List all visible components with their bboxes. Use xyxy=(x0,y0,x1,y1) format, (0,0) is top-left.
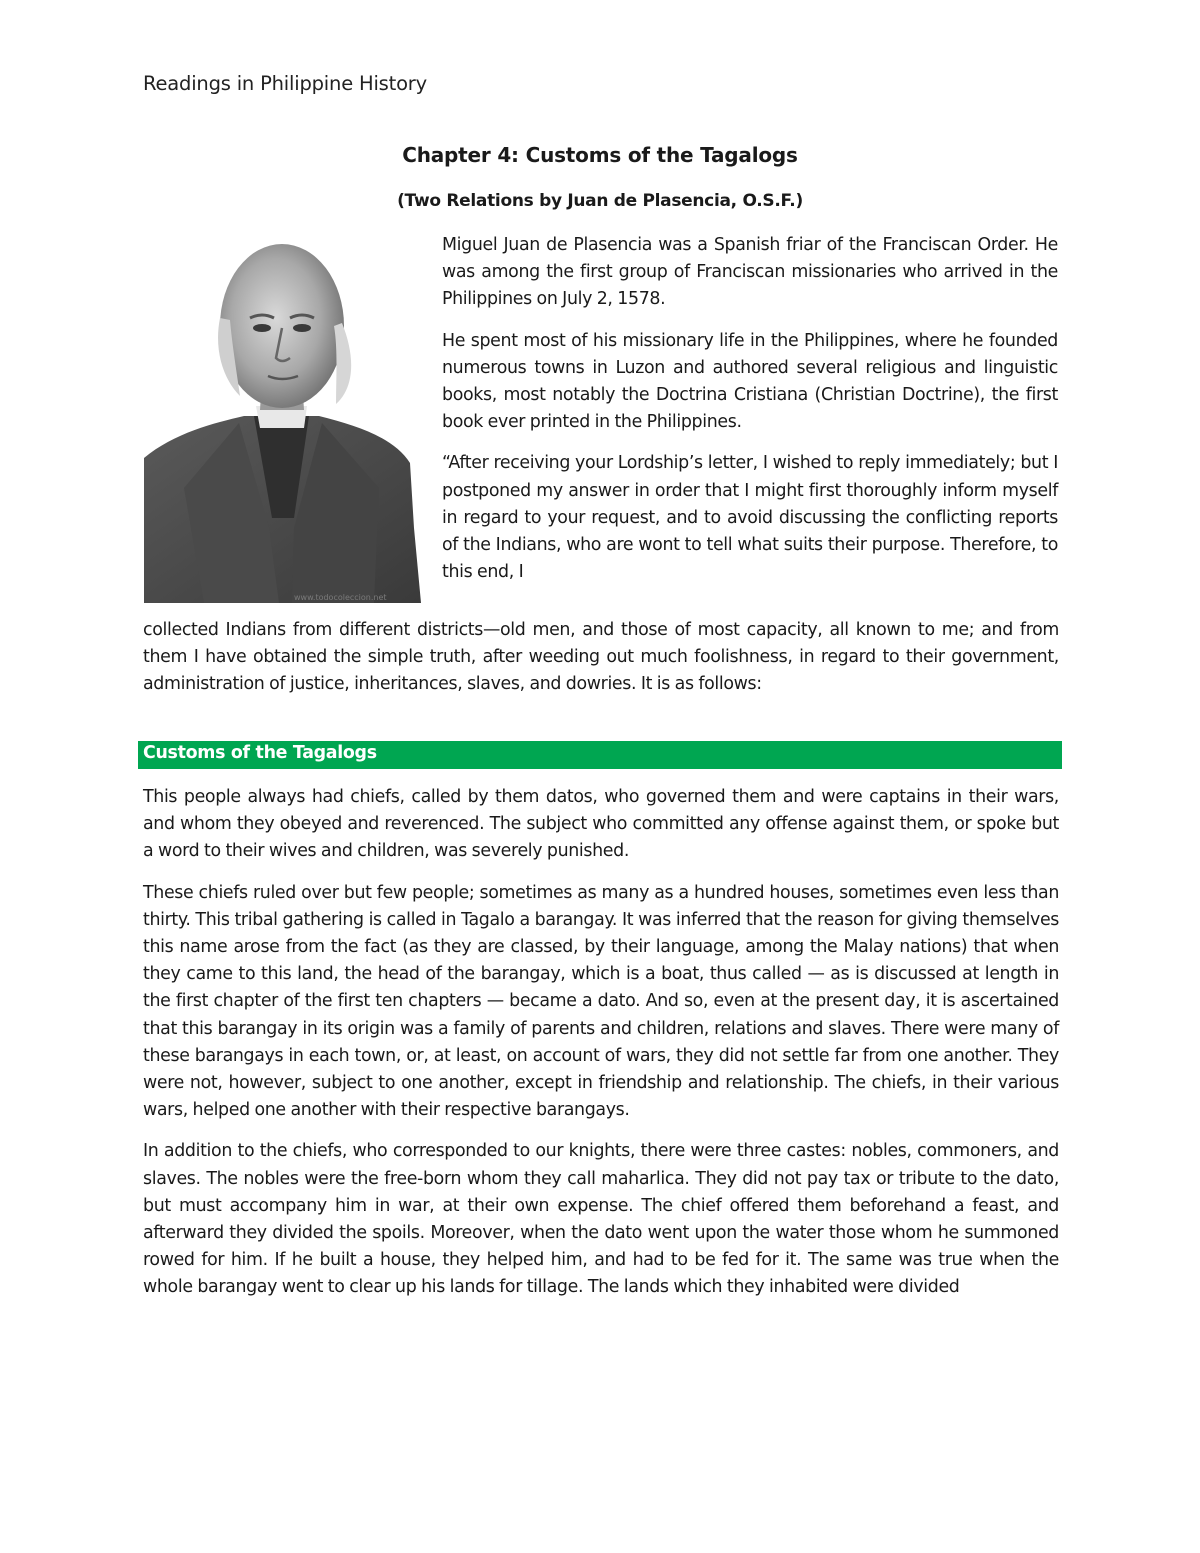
body-paragraph: This people always had chiefs, called by them datos, who governed them and were captains in their wars, and whom they obeyed and reverenced. The subject who committed any offense against them, or spoke but a word to their wives and children, was severely punished. xyxy=(143,787,1059,862)
intro-text xyxy=(442,232,1058,600)
intro-paragraph: Miguel Juan de Plasencia was a Spanish friar of the Franciscan Order. He was among the first group of Franciscan missionaries who arrived in the Philippines on July 2, 1578. xyxy=(442,235,1058,310)
body-paragraph: In addition to the chiefs, who corresponded to our knights, there were three castes: nobles, commoners, and slaves. The nobles were the free-born whom they call maharlica. They did not pay tax or tribute to the dato, but must accompany him in war, at their own expense. The chief offered them beforehand a feast, and afterward they divided the spoils. Moreover, when the dato went upon the water those whom he summoned rowed for him. If he built a house, they helped him, and had to be fed for it. The same was true when the whole barangay went to clear up his lands for tillage. The lands which they inhabited were divided xyxy=(143,1141,1059,1298)
section-body xyxy=(143,784,1059,1316)
chapter-subtitle: (Two Relations by Juan de Plasencia, O.S.F.) xyxy=(397,191,803,211)
body-paragraph: These chiefs ruled over but few people; sometimes as many as a hundred houses, sometimes even less than thirty. This tribal gathering is called in Tagalo a barangay. It was inferred that the reason for giving themselves this name arose from the fact (as they are classed, by their language, among the Malay nations) that when they came to this land, the head of the barangay, which is a boat, thus called — as is discussed at length in the first chapter of the first ten chapters — became a dato. And so, even at the present day, it is ascertained that this barangay in its origin was a family of parents and children, relations and slaves. There were many of these barangays in each town, or, at least, on account of wars, they did not settle far from one another. They were not, however, subject to one another, except in friendship and relationship. The chiefs, in their various wars, helped one another with their respective barangays. xyxy=(143,882,1059,1121)
intro-paragraph: He spent most of his missionary life in the Philippines, where he founded numerous towns in Luzon and authored several religious and linguistic books, most notably the Doctrina Cristiana (Christian Doctrine), the first book ever printed in the Philippines. xyxy=(442,330,1058,433)
section-heading-bar xyxy=(138,741,1062,769)
running-header: Readings in Philippine History xyxy=(143,72,427,95)
chapter-title: Chapter 4: Customs of the Tagalogs xyxy=(402,143,798,167)
portrait-watermark: www.todocoleccion.net xyxy=(294,593,387,602)
quote-continuation xyxy=(143,617,1059,713)
portrait-image xyxy=(144,228,421,603)
section-title: Customs of the Tagalogs xyxy=(143,743,377,763)
quote-continuation-text: collected Indians from different districts—old men, and those of most capacity, all known to me; and from them I have obtained the simple truth, after weeding out much foolishness, in regard to their government, administration of justice, inheritances, slaves, and dowries. It is as follows: xyxy=(143,620,1059,695)
quote-paragraph: “After receiving your Lordship’s letter, I wished to reply immediately; but I postponed my answer in order that I might first thoroughly inform myself in regard to your request, and to avoid discussing the conflicting reports of the Indians, who are wont to tell what suits their purpose. Therefore, to this end, I xyxy=(442,453,1058,583)
